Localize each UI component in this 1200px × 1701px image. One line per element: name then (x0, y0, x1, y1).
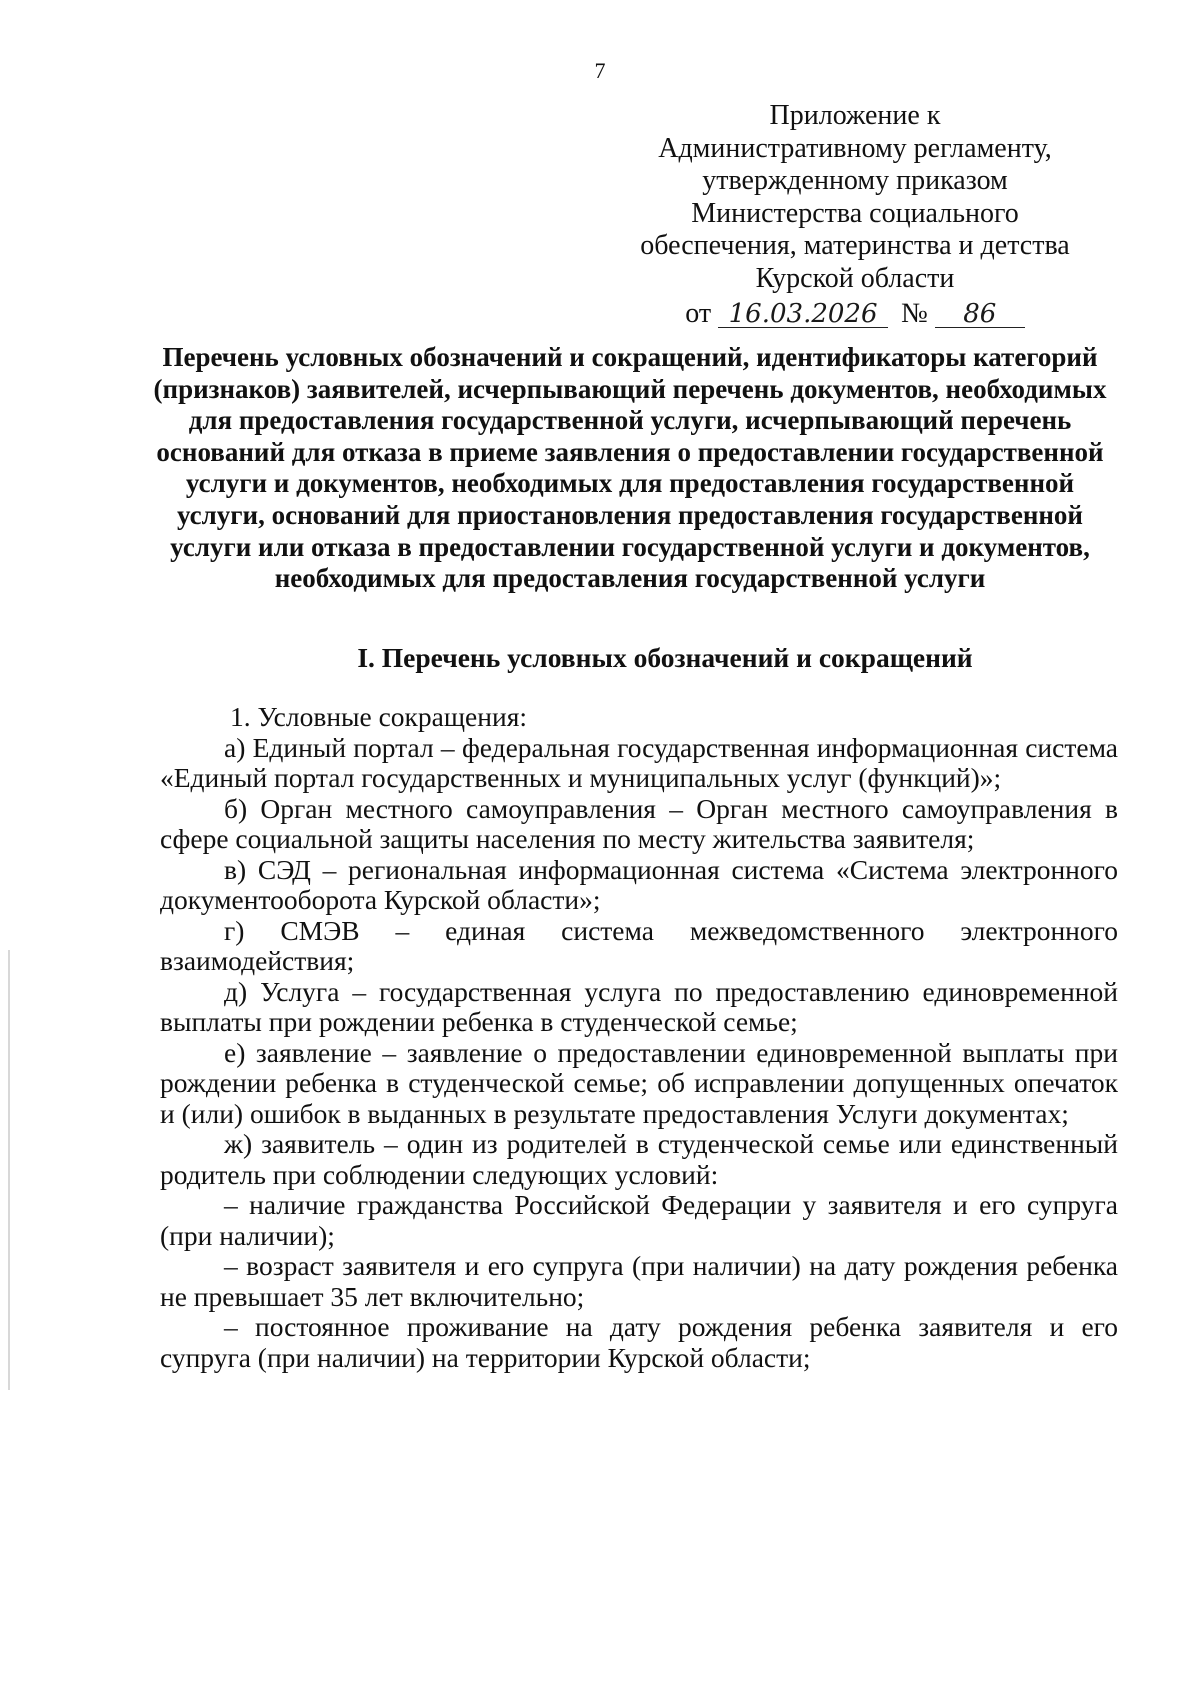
number-sign: № (901, 298, 928, 329)
paragraph: б) Орган местного самоуправления – Орган местного самоуправления в сфере социальной защиты населения по месту жительства заявителя; (160, 792, 1118, 854)
appendix-block (600, 100, 1110, 331)
appendix-line: обеспечения, материнства и детства (640, 230, 1070, 261)
date-prefix: от (685, 298, 712, 329)
paragraph: – возраст заявителя и его супруга (при наличии) на дату рождения ребенка не превышает 35 лет включительно; (160, 1250, 1118, 1312)
paragraph: е) заявление – заявление о предоставлении единовременной выплаты при рождении ребенка в студенческой семье; об исправлении допущенных опечаток и (или) ошибок в выданных в результате предоставления Услуги документах; (160, 1036, 1118, 1129)
paragraph: 1. Условные сокращения: (230, 701, 527, 732)
paragraph: – постоянное проживание на дату рождения ребенка заявителя и его супруга (при наличии) на территории Курской области; (160, 1311, 1118, 1373)
paragraph: д) Услуга – государственная услуга по предоставлению единовременной выплаты при рождении ребенка в студенческой семье; (160, 975, 1118, 1037)
document-body (160, 702, 1118, 1373)
section-heading: I. Перечень условных обозначений и сокращений (357, 642, 973, 673)
appendix-line: Курской области (755, 262, 955, 294)
appendix-line: Административному регламенту, (658, 132, 1052, 164)
handwritten-date: 16.03.2026 (718, 301, 888, 328)
appendix-line: Министерства социального (691, 197, 1019, 229)
page-number: 7 (594, 58, 606, 83)
paragraph: а) Единый портал – федеральная государственная информационная система «Единый портал государственных и муниципальных услуг (функций)»; (160, 731, 1118, 793)
paragraph: ж) заявитель – один из родителей в студенческой семье или единственный родитель при соблюдении следующих условий: (160, 1128, 1118, 1190)
scan-edge-mark (8, 950, 10, 1390)
handwritten-number: 86 (935, 301, 1025, 328)
paragraph: г) СМЭВ – единая система межведомственного электронного взаимодействия; (160, 914, 1118, 976)
appendix-line: Приложение к (769, 100, 941, 131)
paragraph: в) СЭД – региональная информационная система «Система электронного документооборота Курской области»; (160, 853, 1118, 915)
paragraph: – наличие гражданства Российской Федерации у заявителя и его супруга (при наличии); (160, 1189, 1118, 1251)
document-title: Перечень условных обозначений и сокращений, идентификаторы категорий (признаков) заявителей, исчерпывающий перечень документов, необходимых для предоставления государственной услуги, исчерпывающий перечень оснований для отказа в приеме заявления о предоставлении государственной услуги и документов, необходимых для предоставления государственной услуги, оснований для приостановления предоставления государственной услуги или отказа в предоставлении государственной услуги и документов, необходимых для предоставления государственной услуги (153, 342, 1107, 594)
order-date-number-line (600, 298, 1110, 331)
appendix-line: утвержденному приказом (702, 165, 1008, 196)
